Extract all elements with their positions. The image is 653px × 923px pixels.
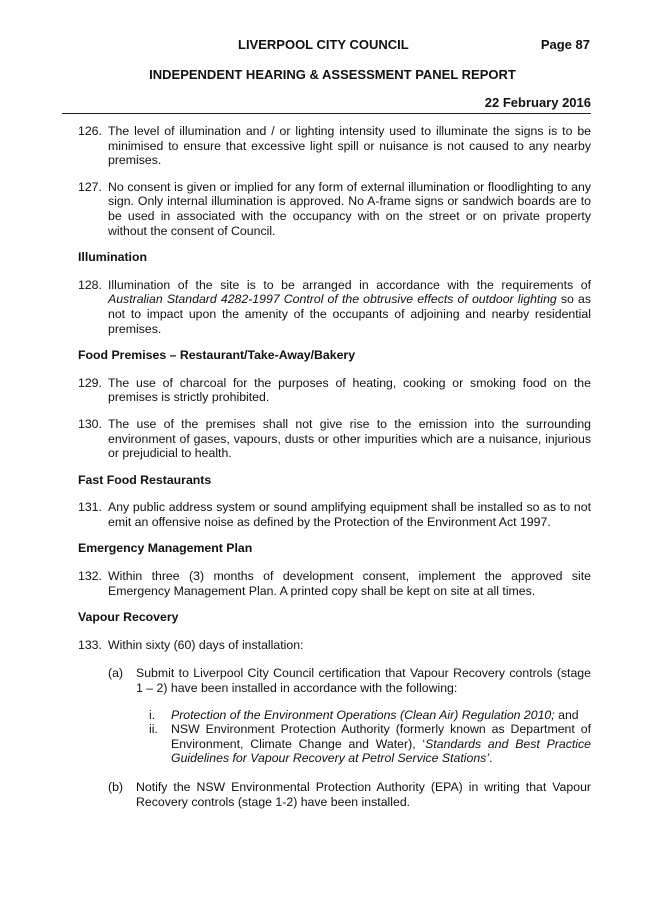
condition-text <box>108 278 591 336</box>
condition-number: 127. <box>78 179 102 194</box>
condition-text: No consent is given or implied for any form of external illumination or floodlighting to any sign. Only internal illumination is approved. No A-frame signs or sandwich boards are to be used in associated with the occupancy with on the street or on private property without the consent of Council. <box>108 179 591 238</box>
condition-133 <box>78 638 591 653</box>
condition-129 <box>78 376 591 405</box>
condition-132 <box>78 569 591 598</box>
condition-number: 126. <box>78 124 102 138</box>
text-run: Illumination of the site is to be arranged in accordance with the requirements of <box>108 277 591 292</box>
section-heading-illumination: Illumination <box>78 250 147 265</box>
condition-number: 131. <box>78 500 102 515</box>
page-number: Page 87 <box>540 37 590 52</box>
condition-text: The use of charcoal for the purposes of heating, cooking or smoking food on the premises is strictly prohibited. <box>108 375 591 405</box>
condition-text: Any public address system or sound amplifying equipment shall be installed so as to not emit an offensive noise as defined by the Protection of the Environment Act 1997. <box>108 500 591 529</box>
condition-131 <box>78 500 591 529</box>
condition-text: Within three (3) months of development consent, implement the approved site Emergency Management Plan. A printed copy shall be kept on site at all times. <box>108 569 591 598</box>
condition-text: Within sixty (60) days of installation: <box>108 637 304 652</box>
condition-128 <box>78 278 591 336</box>
condition-127 <box>78 180 591 238</box>
roman-item-i <box>136 708 591 723</box>
text-run: . <box>489 751 493 766</box>
header-divider <box>62 113 591 114</box>
header-line <box>0 38 590 54</box>
roman-label: i. <box>149 707 156 722</box>
roman-text <box>171 708 591 723</box>
roman-label: ii. <box>149 722 158 737</box>
regulation-title: Protection of the Environment Operations (Clean Air) Regulation 2010; <box>171 707 555 722</box>
sub-item-text: Submit to Liverpool City Council certification that Vapour Recovery controls (stage 1 – 2) have been installed in accordance with the following: <box>136 666 591 696</box>
conditions-body <box>78 124 591 809</box>
condition-number: 130. <box>78 416 102 431</box>
condition-number: 133. <box>78 637 102 652</box>
condition-number: 132. <box>78 569 102 584</box>
sub-item-b <box>108 780 591 809</box>
condition-number: 128. <box>78 277 102 292</box>
report-date: 22 February 2016 <box>484 95 591 110</box>
report-title: INDEPENDENT HEARING & ASSESSMENT PANEL REPORT <box>149 67 516 82</box>
sub-item-a <box>108 666 591 695</box>
roman-text <box>171 722 591 766</box>
guideline-title: Standards and Best Practice Guidelines for Vapour Recovery at Petrol Service Stations’ <box>171 736 591 766</box>
text-run: and <box>554 707 579 722</box>
text-run: so as not to impact upon the amenity of the occupants of adjoining and nearby residential premises. <box>108 292 591 336</box>
condition-text: The level of illumination and / or lighting intensity used to illuminate the signs is to be minimised to ensure that excessive light spill or nuisance is not caused to any nearby premises. <box>108 124 591 168</box>
section-heading-vapour-recovery: Vapour Recovery <box>78 610 179 625</box>
text-run: NSW Environment Protection Authority (formerly known as Department of Environment, Climate Change and Water), ‘ <box>171 722 591 751</box>
council-name: LIVERPOOL CITY COUNCIL <box>238 37 409 52</box>
section-heading-emergency: Emergency Management Plan <box>78 541 253 556</box>
standard-title: Australian Standard 4282-1997 Control of the obtrusive effects of outdoor lighting <box>108 292 557 307</box>
sub-item-label: (b) <box>108 780 124 794</box>
condition-126 <box>78 124 591 168</box>
roman-item-ii <box>136 722 591 766</box>
section-heading-fast-food: Fast Food Restaurants <box>78 472 212 487</box>
condition-text: The use of the premises shall not give rise to the emission into the surrounding environment of gases, vapours, dusts or other impurities which are a nuisance, injurious or prejudicial to health. <box>108 416 591 461</box>
sub-item-label: (a) <box>108 666 124 681</box>
section-heading-food-premises: Food Premises – Restaurant/Take-Away/Bakery <box>78 348 356 363</box>
condition-number: 129. <box>78 375 102 390</box>
roman-list <box>136 708 591 766</box>
condition-130 <box>78 417 591 461</box>
sub-item-text: Notify the NSW Environmental Protection Authority (EPA) in writing that Vapour Recovery controls (stage 1-2) have been installed. <box>136 780 591 809</box>
